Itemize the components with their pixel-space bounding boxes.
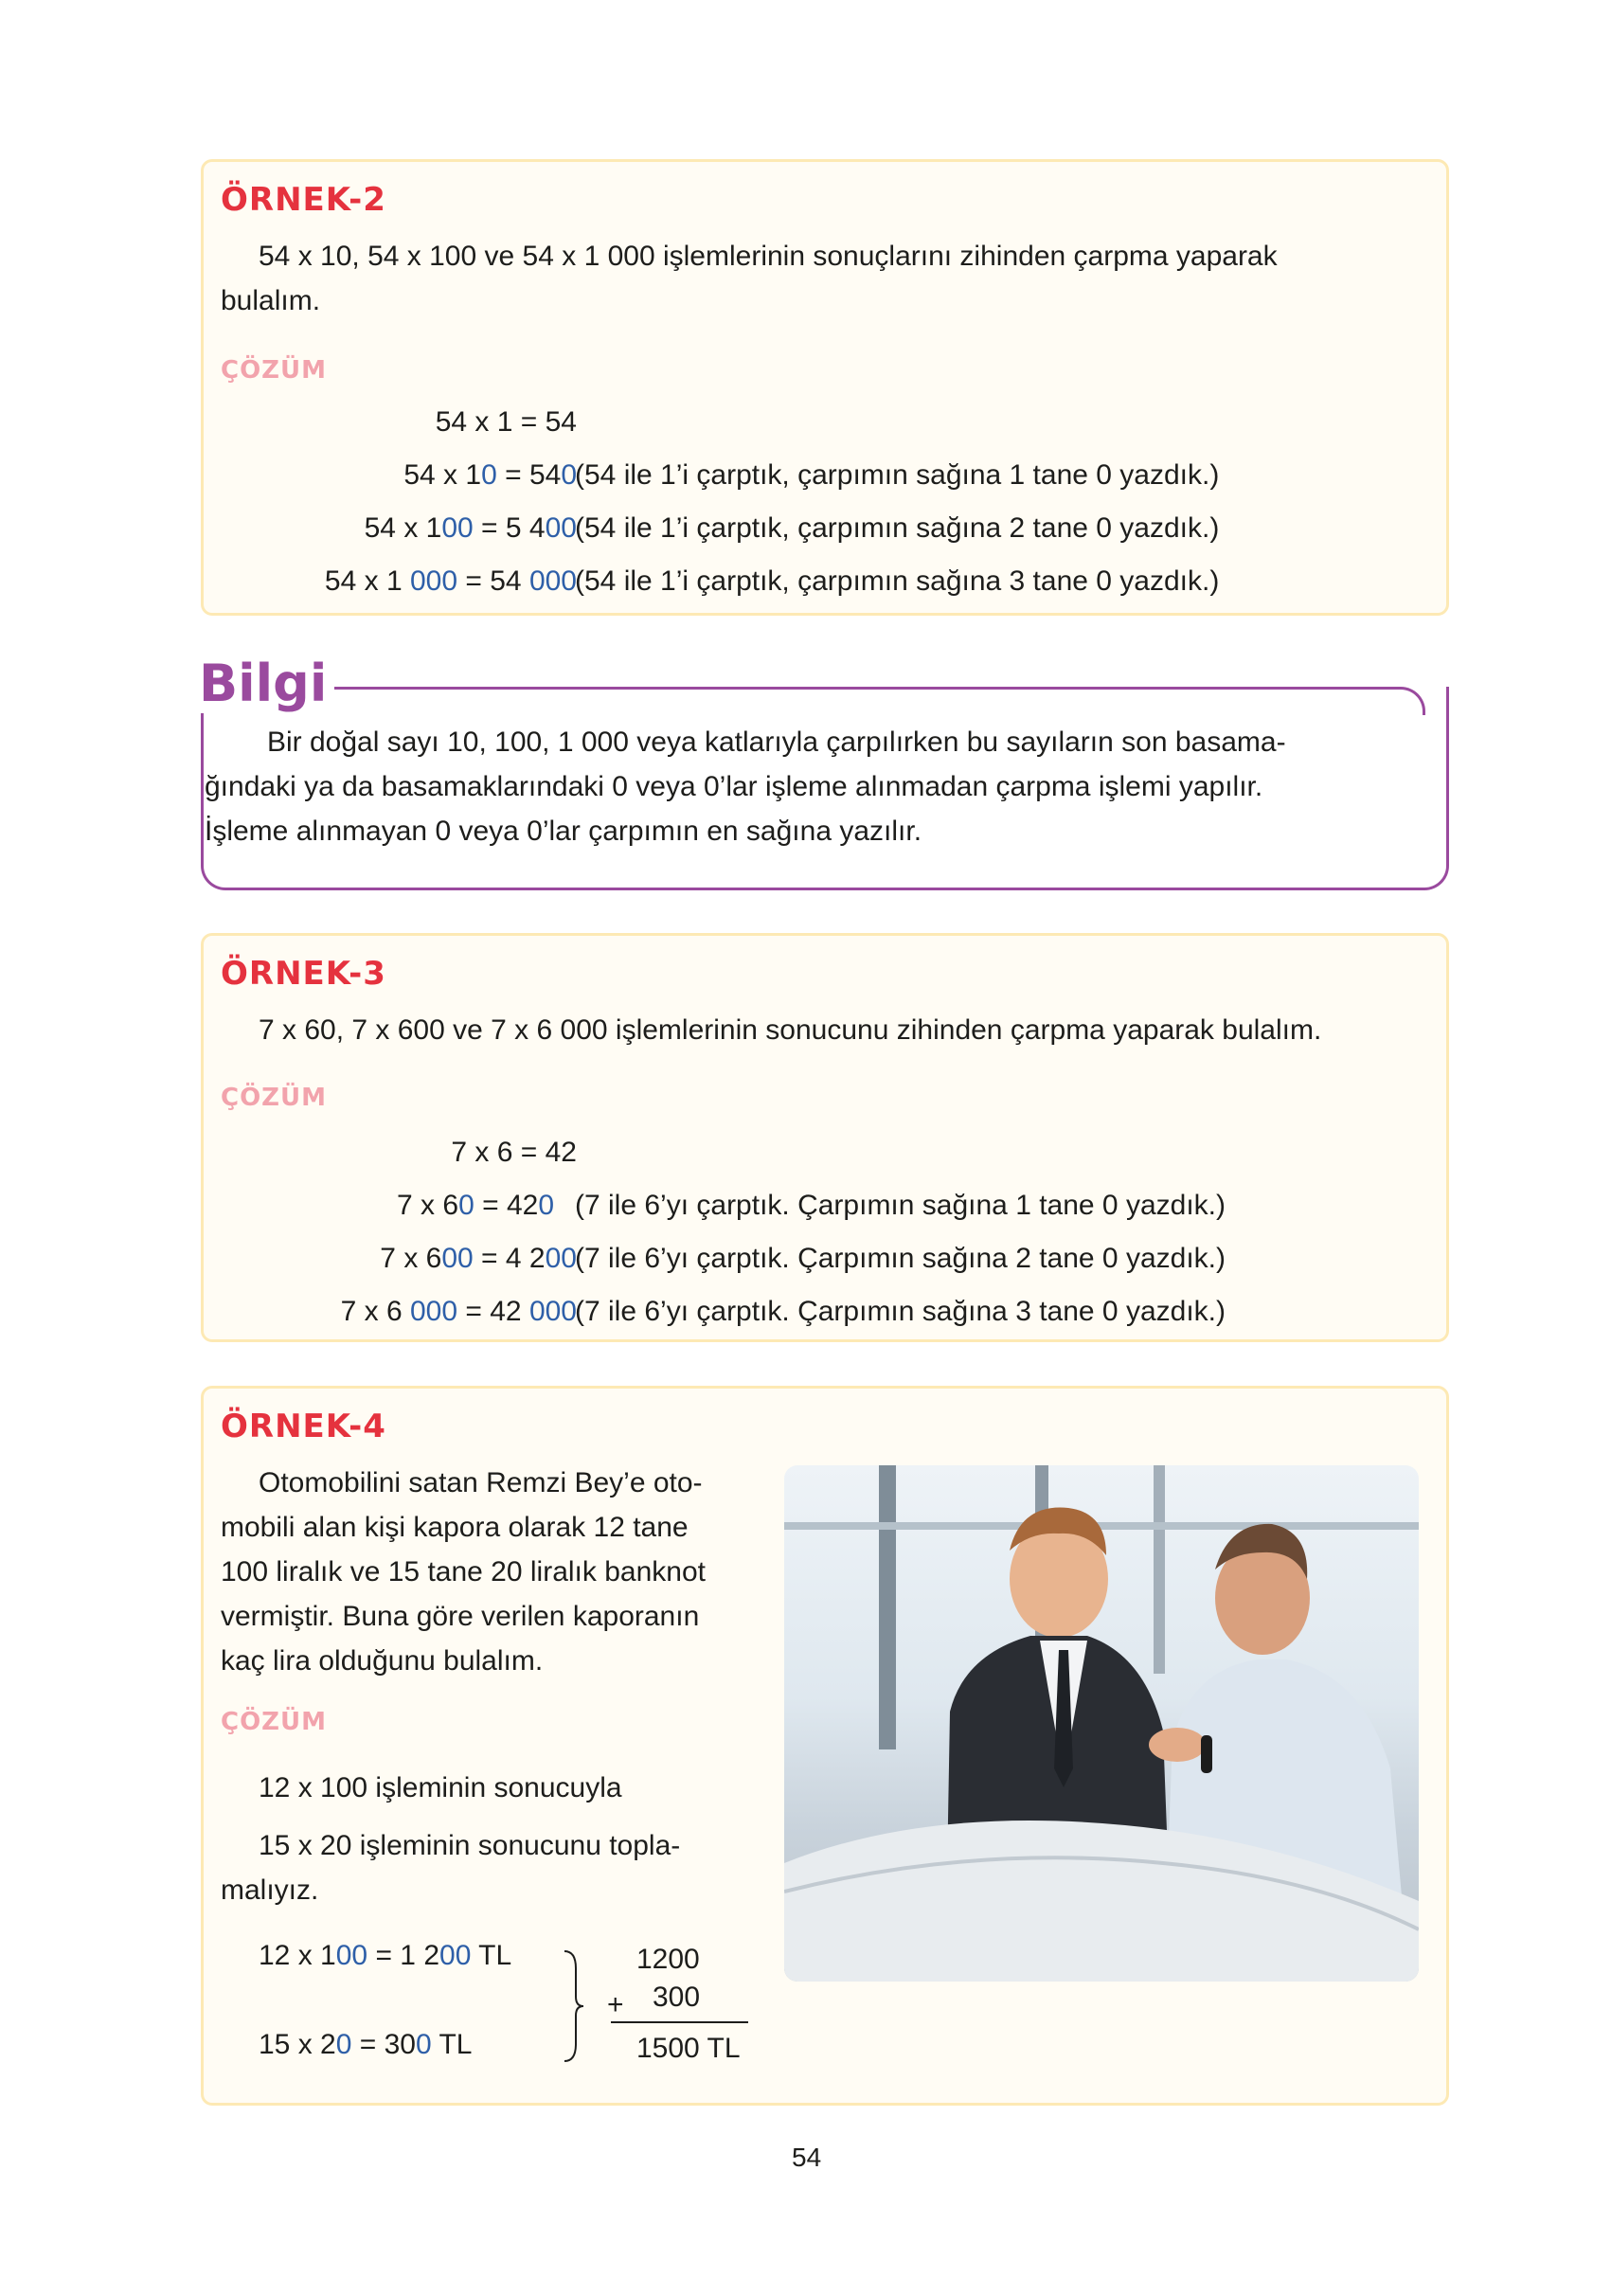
eq-part-blue: 00 <box>545 512 577 544</box>
eq-part-blue: 00 <box>545 1243 577 1274</box>
equation <box>365 512 577 545</box>
addition-middle: 300 <box>653 1982 701 2013</box>
equation-note: (7 ile 6’yı çarptık. Çarpımın sağına 1 tane 0 yazdık.) <box>575 1190 1226 1221</box>
info-line: İşleme alınmayan 0 veya 0’lar çarpımın en sağına yazılır. <box>205 816 922 847</box>
eq-part-blue: 0 <box>481 459 497 491</box>
solution-line: malıyız. <box>221 1874 319 1906</box>
eq-part-blue: 000 <box>409 1296 458 1327</box>
car-dealer-illustration <box>784 1465 1419 1982</box>
example-2-solution-label: ÇÖZÜM <box>221 356 328 385</box>
eq-part: = 54 <box>496 459 562 491</box>
eq-part: 54 x 1 <box>324 565 410 597</box>
equation-note: (54 ile 1’i çarptık, çarpımın sağına 1 tane 0 yazdık.) <box>575 459 1220 491</box>
eq-part: 7 x 6 <box>380 1243 442 1274</box>
eq-part: TL <box>431 2029 473 2060</box>
eq-part-blue: 000 <box>528 565 577 597</box>
eq-part: = 1 2 <box>367 1940 440 1971</box>
example-4-question <box>221 1461 789 1683</box>
equation-note: (54 ile 1’i çarptık, çarpımın sağına 2 tane 0 yazdık.) <box>575 512 1220 544</box>
example-3-box <box>201 933 1449 1342</box>
equation-note: (7 ile 6’yı çarptık. Çarpımın sağına 2 tane 0 yazdık.) <box>575 1243 1226 1274</box>
equation-note: (54 ile 1’i çarptık, çarpımın sağına 3 tane 0 yazdık.) <box>575 565 1220 597</box>
eq-part: 12 x 1 <box>259 1940 336 1971</box>
example-3-question: 7 x 60, 7 x 600 ve 7 x 6 000 işlemlerinin sonucunu zihinden çarpma yaparak bulalım. <box>259 1014 1322 1046</box>
addition-plus: + <box>607 1989 624 2020</box>
eq-part-blue: 0 <box>538 1190 554 1221</box>
equation <box>325 565 577 598</box>
eq-part: TL <box>471 1940 512 1971</box>
eq-part-blue: 0 <box>415 2029 432 2060</box>
eq-part-blue: 0 <box>561 459 577 491</box>
info-line: ğındaki ya da basamaklarındaki 0 veya 0’lar işleme alınmadan çarpma işlemi yapılır. <box>205 771 1263 802</box>
info-line: Bir doğal sayı 10, 100, 1 000 veya katlarıyla çarpılırken bu sayıların son basama- <box>267 726 1286 758</box>
eq-part-blue: 0 <box>335 2029 352 2060</box>
question-line: kaç lira olduğunu bulalım. <box>221 1645 544 1677</box>
addition-top: 1200 <box>636 1944 700 1975</box>
eq-part-blue: 00 <box>441 1243 474 1274</box>
question-line: bulalım. <box>221 285 321 316</box>
question-line: vermiştir. Buna göre verilen kaporanın <box>221 1601 700 1632</box>
example-2-question <box>221 234 1442 323</box>
equation <box>380 1243 577 1275</box>
eq-part: 54 x 1 <box>403 459 482 491</box>
eq-part: 7 x 6 <box>397 1190 459 1221</box>
equation <box>259 2029 472 2061</box>
eq-part: = 42 <box>474 1190 539 1221</box>
question-line: mobili alan kişi kapora olarak 12 tane <box>221 1512 689 1543</box>
eq-part: 7 x 6 <box>340 1296 410 1327</box>
eq-part-blue: 00 <box>439 1940 472 1971</box>
car-dealer-photo <box>784 1465 1419 1982</box>
equation <box>403 459 577 492</box>
info-title: Bilgi <box>199 654 334 713</box>
eq-part: = 5 4 <box>473 512 546 544</box>
equation-note: (7 ile 6’yı çarptık. Çarpımın sağına 3 tane 0 yazdık.) <box>575 1296 1226 1327</box>
equation <box>397 1190 554 1222</box>
question-line: 100 liralık ve 15 tane 20 liralık banknot <box>221 1556 706 1587</box>
equation: 54 x 1 = 54 <box>435 406 577 438</box>
solution-line: 12 x 100 işleminin sonucuyla <box>259 1772 622 1803</box>
eq-part-blue: 0 <box>458 1190 474 1221</box>
example-2-title: ÖRNEK-2 <box>221 181 386 219</box>
eq-part: = 30 <box>351 2029 416 2060</box>
eq-part: 15 x 2 <box>259 2029 336 2060</box>
eq-part: = 42 <box>457 1296 529 1327</box>
equation <box>259 1940 511 1972</box>
example-3-solution-label: ÇÖZÜM <box>221 1084 328 1112</box>
eq-part-blue: 00 <box>441 512 474 544</box>
example-4-solution-label: ÇÖZÜM <box>221 1708 328 1736</box>
equation: 7 x 6 = 42 <box>451 1137 577 1168</box>
example-2-box <box>201 159 1449 616</box>
info-text <box>205 720 1432 853</box>
solution-text <box>221 1766 789 1912</box>
question-line: Otomobilini satan Remzi Bey’e oto- <box>259 1467 703 1498</box>
example-4-title: ÖRNEK-4 <box>221 1408 386 1445</box>
example-3-title: ÖRNEK-3 <box>221 955 386 993</box>
page-number: 54 <box>792 2143 822 2172</box>
eq-part-blue: 000 <box>409 565 458 597</box>
question-line: 54 x 10, 54 x 100 ve 54 x 1 000 işlemlerinin sonuçlarını zihinden çarpma yaparak <box>259 241 1278 272</box>
eq-part-blue: 00 <box>335 1940 368 1971</box>
eq-part: = 54 <box>457 565 529 597</box>
eq-part: 54 x 1 <box>364 512 442 544</box>
info-box-top-line <box>331 687 1425 715</box>
equation <box>341 1296 577 1328</box>
addition-line <box>611 2021 748 2023</box>
addition-sum: 1500 TL <box>636 2033 741 2064</box>
eq-part-blue: 000 <box>528 1296 577 1327</box>
eq-part: = 4 2 <box>473 1243 546 1274</box>
solution-line: 15 x 20 işleminin sonucunu topla- <box>259 1830 681 1861</box>
brace-icon <box>559 1949 587 2063</box>
